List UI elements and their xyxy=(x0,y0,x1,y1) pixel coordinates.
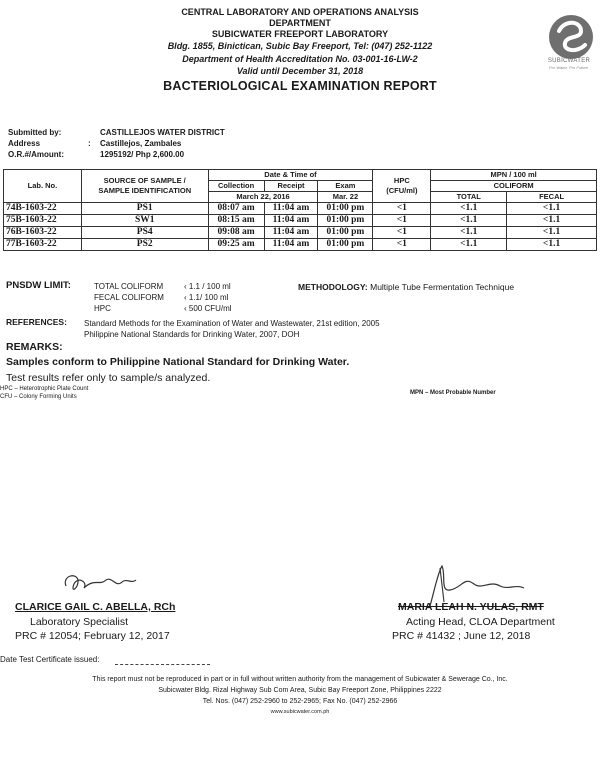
or-amount-value: 1295192/ Php 2,600.00 xyxy=(100,150,185,159)
cell-total: <1.1 xyxy=(431,203,507,215)
table-header-row-1 xyxy=(4,170,597,181)
cell-total: <1.1 xyxy=(431,227,507,239)
date-issued-line xyxy=(115,664,210,665)
address-label: Address xyxy=(8,139,41,148)
table-row xyxy=(4,227,597,239)
table-row xyxy=(4,215,597,227)
cell-total: <1.1 xyxy=(431,239,507,251)
footer-line-1: This report must not be reproduced in part or in full without written authority from the management of Subicwater & Sewerage Co., Inc. xyxy=(92,676,508,683)
limit-total-value: ‹ 1.1 / 100 ml xyxy=(184,282,231,291)
limit-fecal-value: ‹ 1.1/ 100 ml xyxy=(184,293,229,302)
cell-collection: 09:25 am xyxy=(208,239,264,251)
col-hpc-line-2: (CFU/ml) xyxy=(386,186,418,195)
col-source-line-2: SAMPLE IDENTIFICATION xyxy=(98,186,192,195)
address-value: Castillejos, Zambales xyxy=(100,139,182,148)
cell-lab: 74B-1603-22 xyxy=(4,203,82,215)
cell-source: SW1 xyxy=(81,215,208,227)
header-line-5: Department of Health Accreditation No. 03-001-16-LW-2 xyxy=(182,54,418,64)
footer-line-2: Subicwater Bldg. Rizal Highway Sub Com Area, Subic Bay Freeport Zone, Philippines 2222 xyxy=(158,687,442,694)
col-date-main: March 22, 2016 xyxy=(208,192,318,203)
abbrev-mpn: MPN – Most Probable Number xyxy=(410,390,496,396)
footer-line-4: www.subicwater.com.ph xyxy=(270,709,330,715)
cell-fecal: <1.1 xyxy=(507,215,597,227)
col-hpc-line-1: HPC xyxy=(393,176,410,185)
cell-hpc: <1 xyxy=(373,215,431,227)
signatory-left-prc: PRC # 12054; February 12, 2017 xyxy=(15,630,170,642)
cell-lab: 76B-1603-22 xyxy=(4,227,82,239)
signatory-right-name: MARIA LEAH N. YULAS, RMT xyxy=(398,601,544,613)
signatory-right-prc: PRC # 41432 ; June 12, 2018 xyxy=(392,630,531,642)
limit-fecal-label: FECAL COLIFORM xyxy=(94,293,164,302)
cell-hpc: <1 xyxy=(373,239,431,251)
abbrev-cfu: CFU – Colony Forming Units xyxy=(0,394,77,400)
logo-wordmark: SUBICWATER xyxy=(547,58,591,64)
col-source-line-1: SOURCE OF SAMPLE / xyxy=(103,176,186,185)
methodology xyxy=(298,282,514,292)
cell-receipt: 11:04 am xyxy=(264,239,318,251)
col-date-time: Date & Time of xyxy=(208,170,373,181)
date-issued-label: Date Test Certificate issued: xyxy=(0,655,100,664)
signatory-left-title: Laboratory Specialist xyxy=(30,616,129,628)
col-source xyxy=(81,170,208,203)
limit-hpc-value: ‹ 500 CFU/ml xyxy=(184,304,232,313)
header-line-2: DEPARTMENT xyxy=(269,18,331,28)
col-coliform: COLIFORM xyxy=(431,181,597,192)
signature-left-icon xyxy=(60,568,140,596)
signatory-left-name: CLARICE GAIL C. ABELLA, RCh xyxy=(15,601,176,613)
signatory-right-title: Acting Head, CLOA Department xyxy=(406,616,555,628)
cell-lab: 75B-1603-22 xyxy=(4,215,82,227)
cell-exam: 01:00 pm xyxy=(318,239,373,251)
cell-exam: 01:00 pm xyxy=(318,227,373,239)
reference-1: Standard Methods for the Examination of Water and Wastewater, 21st edition, 2005 xyxy=(84,319,380,328)
col-date-exam: Mar. 22 xyxy=(318,192,373,203)
col-receipt: Receipt xyxy=(264,181,318,192)
cell-fecal: <1.1 xyxy=(507,227,597,239)
results-table xyxy=(3,169,597,251)
col-mpn: MPN / 100 ml xyxy=(431,170,597,181)
submitted-by-value: CASTILLEJOS WATER DISTRICT xyxy=(100,128,225,137)
cell-collection: 08:07 am xyxy=(208,203,264,215)
cell-fecal: <1.1 xyxy=(507,203,597,215)
limit-hpc-label: HPC xyxy=(94,304,111,313)
cell-hpc: <1 xyxy=(373,227,431,239)
col-hpc xyxy=(373,170,431,203)
cell-source: PS2 xyxy=(81,239,208,251)
col-exam: Exam xyxy=(318,181,373,192)
footer-line-3: Tel. Nos. (047) 252-2960 to 252-2965; Fax No. (047) 252-2966 xyxy=(202,698,398,705)
logo-tagline: Pro Water. Pro Future. xyxy=(548,65,589,70)
methodology-label: METHODOLOGY: xyxy=(298,282,368,292)
abbrev-hpc: HPC – Heterotrophic Plate Count xyxy=(0,386,89,392)
references-label: REFERENCES: xyxy=(6,317,67,327)
header-line-3: SUBICWATER FREEPORT LABORATORY xyxy=(211,29,389,39)
col-collection: Collection xyxy=(208,181,264,192)
cell-exam: 01:00 pm xyxy=(318,203,373,215)
or-amount-label: O.R.#/Amount: xyxy=(8,150,64,159)
pnsdw-limit-label: PNSDW LIMIT: xyxy=(6,280,71,291)
limit-total-label: TOTAL COLIFORM xyxy=(94,282,164,291)
remarks-line-1: Samples conform to Philippine National Standard for Drinking Water. xyxy=(6,356,350,368)
table-row xyxy=(4,203,597,215)
methodology-value: Multiple Tube Fermentation Technique xyxy=(370,282,515,292)
cell-fecal: <1.1 xyxy=(507,239,597,251)
cell-receipt: 11:04 am xyxy=(264,215,318,227)
remarks-line-2: Test results refer only to sample/s analyzed. xyxy=(6,372,211,384)
header-line-4: Bldg. 1855, Binictican, Subic Bay Freeport, Tel: (047) 252-1122 xyxy=(167,41,433,51)
cell-hpc: <1 xyxy=(373,203,431,215)
reference-2: Philippine National Standards for Drinking Water, 2007, DOH xyxy=(84,330,300,339)
report-title: BACTERIOLOGICAL EXAMINATION REPORT xyxy=(163,79,437,93)
cell-lab: 77B-1603-22 xyxy=(4,239,82,251)
table-row xyxy=(4,239,597,251)
cell-collection: 08:15 am xyxy=(208,215,264,227)
cell-exam: 01:00 pm xyxy=(318,215,373,227)
remarks-label: REMARKS: xyxy=(6,341,63,353)
col-fecal: FECAL xyxy=(507,192,597,203)
address-colon: : xyxy=(88,139,91,148)
col-lab-no: Lab. No. xyxy=(4,170,82,203)
cell-receipt: 11:04 am xyxy=(264,203,318,215)
header-line-1: CENTRAL LABORATORY AND OPERATIONS ANALYSIS xyxy=(181,7,419,17)
col-total: TOTAL xyxy=(431,192,507,203)
submitted-by-label: Submitted by: xyxy=(8,128,62,137)
header-line-6: Valid until December 31, 2018 xyxy=(236,66,364,76)
cell-receipt: 11:04 am xyxy=(264,227,318,239)
cell-source: PS4 xyxy=(81,227,208,239)
cell-total: <1.1 xyxy=(431,215,507,227)
cell-source: PS1 xyxy=(81,203,208,215)
cell-collection: 09:08 am xyxy=(208,227,264,239)
